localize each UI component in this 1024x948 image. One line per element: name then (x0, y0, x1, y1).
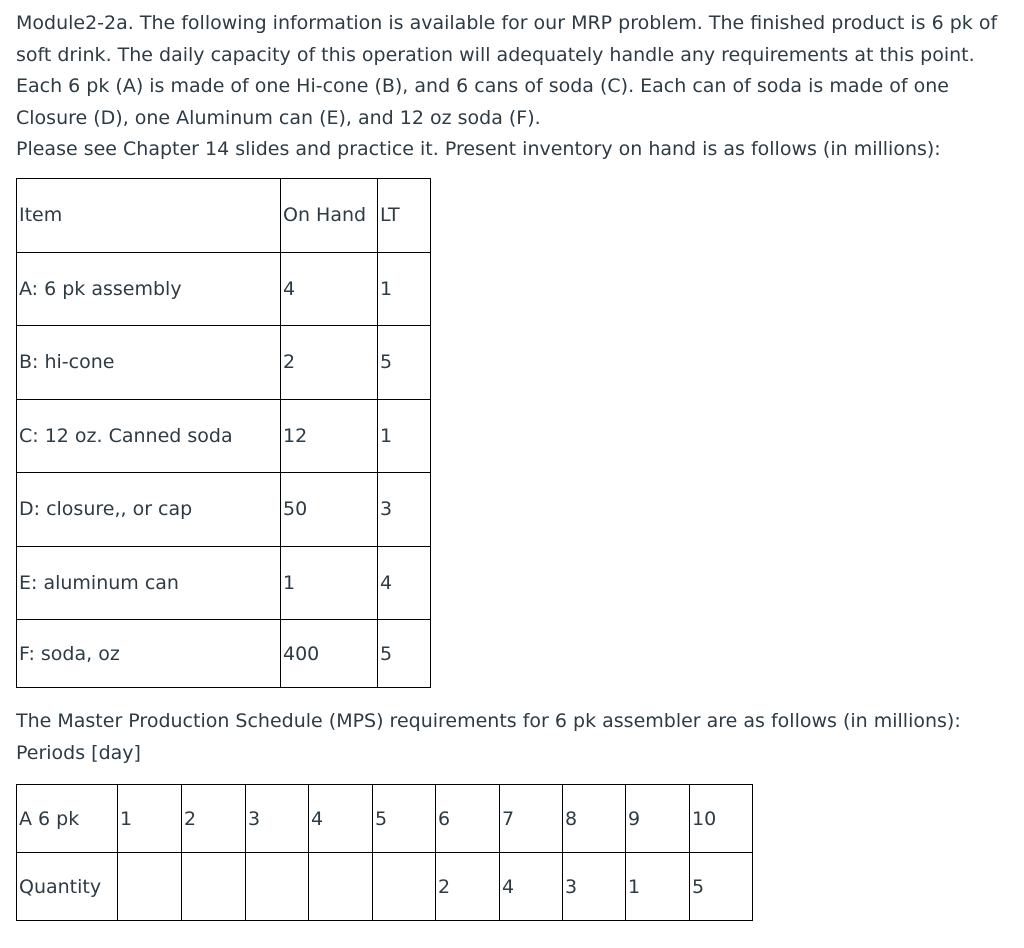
on-hand-cell: 1 (281, 546, 378, 620)
on-hand-cell: 4 (281, 252, 378, 326)
quantity-cell: 4 (500, 853, 563, 921)
mps-row-label: A 6 pk (17, 785, 118, 853)
inventory-row (17, 473, 431, 547)
lt-cell: 5 (378, 620, 431, 688)
inventory-row (17, 620, 431, 688)
item-cell: E: aluminum can (17, 546, 281, 620)
on-hand-cell: 2 (281, 326, 378, 400)
on-hand-header: On Hand (281, 179, 378, 253)
period-cell: 7 (500, 785, 563, 853)
lt-cell: 3 (378, 473, 431, 547)
quantity-cell (182, 853, 246, 921)
period-cell: 10 (690, 785, 753, 853)
problem-statement (16, 8, 1016, 166)
periods-label: Periods [day] (16, 741, 141, 764)
mps-row-label: Quantity (17, 853, 118, 921)
item-cell: D: closure,, or cap (17, 473, 281, 547)
inventory-row (17, 326, 431, 400)
item-cell: C: 12 oz. Canned soda (17, 399, 281, 473)
period-cell: 1 (118, 785, 182, 853)
quantity-cell: 3 (563, 853, 626, 921)
mps-intro (16, 706, 961, 769)
on-hand-cell: 50 (281, 473, 378, 547)
lt-header: LT (378, 179, 431, 253)
quantity-cell (373, 853, 436, 921)
period-cell: 8 (563, 785, 626, 853)
mps-quantity-row (17, 853, 753, 921)
inventory-row (17, 546, 431, 620)
inventory-table (16, 178, 431, 688)
lt-cell: 1 (378, 252, 431, 326)
item-cell: F: soda, oz (17, 620, 281, 688)
mps-table (16, 784, 753, 921)
quantity-cell: 5 (690, 853, 753, 921)
period-cell: 5 (373, 785, 436, 853)
quantity-cell (246, 853, 309, 921)
on-hand-cell: 12 (281, 399, 378, 473)
mps-description: The Master Production Schedule (MPS) requirements for 6 pk assembler are as follows (in millions): (16, 710, 961, 732)
period-cell: 2 (182, 785, 246, 853)
quantity-cell (309, 853, 373, 921)
period-cell: 6 (436, 785, 500, 853)
period-cell: 3 (246, 785, 309, 853)
quantity-cell: 1 (626, 853, 690, 921)
item-cell: A: 6 pk assembly (17, 252, 281, 326)
lt-cell: 5 (378, 326, 431, 400)
inventory-row (17, 252, 431, 326)
item-cell: B: hi-cone (17, 326, 281, 400)
lt-cell: 4 (378, 546, 431, 620)
quantity-cell: 2 (436, 853, 500, 921)
problem-description: Module2-2a. The following information is available for our MRP problem. The finished product is 6 pk of soft drink. The daily capacity of this operation will adequately handle any requirements at this point. Each 6 pk (A) is made of one Hi-cone (B), and 6 cans of soda (C). Each can of soda is made of one Closure (D), one Aluminum can (E), and 12 oz soda (F). (16, 12, 998, 129)
on-hand-cell: 400 (281, 620, 378, 688)
inventory-header-row (17, 179, 431, 253)
practice-instruction: Please see Chapter 14 slides and practice it. Present inventory on hand is as follows (in millions): (16, 138, 941, 160)
inventory-row (17, 399, 431, 473)
lt-cell: 1 (378, 399, 431, 473)
item-header: Item (17, 179, 281, 253)
period-cell: 9 (626, 785, 690, 853)
period-cell: 4 (309, 785, 373, 853)
mps-period-row (17, 785, 753, 853)
quantity-cell (118, 853, 182, 921)
